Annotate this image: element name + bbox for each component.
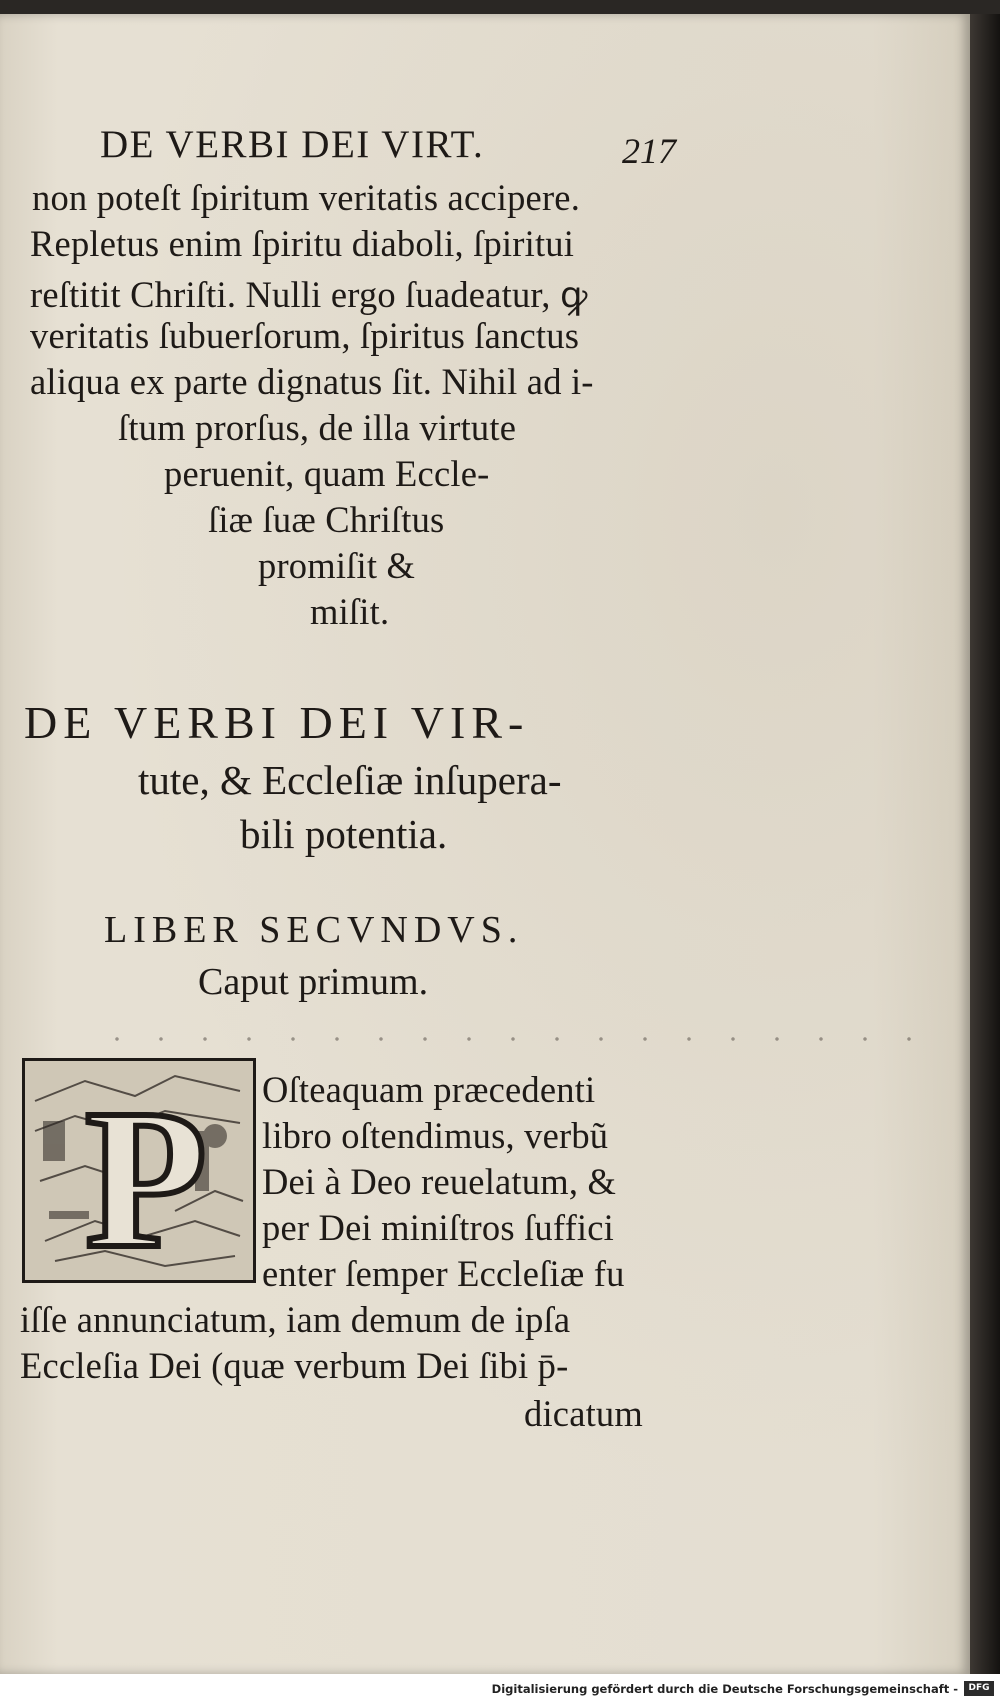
dotted-rule [95,1036,935,1042]
page-edge [970,14,1000,1674]
text-line: veritatis ſubuerſorum, ſpiritus ſanctus [30,315,580,356]
liber-heading: LIBER SECVNDVS. [104,909,524,951]
catchword: dicatum [524,1393,643,1434]
text-line: non poteſt ſpiritum veritatis accipere. [32,177,581,218]
page-number: 217 [622,131,676,171]
footer-credit: Digitalisierung gefördert durch die Deutsche Forschungsgemeinschaft - [491,1682,958,1696]
text-line: Repletus enim ſpiritu diaboli, ſpiritui [30,223,575,264]
footer-bar [0,1674,1000,1704]
book-title-line: tute, & Eccleſiæ inſupera- [138,757,562,803]
text-line: Oſteaquam præcedenti [262,1069,596,1110]
text-line: peruenit, quam Eccle- [164,453,490,494]
book-title-line: bili potentia. [240,811,448,857]
book-title-line: DE VERBI DEI VIR- [24,697,530,748]
text-line: promiſit & [258,545,416,586]
text-line: Eccleſia Dei (quæ verbum Dei ſibi p̄- [20,1345,569,1386]
dfg-logo-icon: DFG [964,1681,994,1696]
text-line: aliqua ex parte dignatus ſit. Nihil ad i- [30,361,594,402]
text-line: per Dei miniſtros ſuffici [262,1207,615,1248]
text-line: Dei à Deo reuelatum, & [262,1161,617,1202]
text-line: libro oſtendimus, verbũ [262,1115,609,1156]
text-line: iſſe annunciatum, iam demum de ipſa [20,1299,571,1340]
caput-heading: Caput primum. [198,961,429,1003]
text-line: ſtum prorſus, de illa virtute [118,407,517,448]
text-line: ſiæ ſuæ Chriſtus [208,499,445,540]
woodcut-initial-icon [25,1061,253,1280]
running-head: DE VERBI DEI VIRT. [100,123,485,166]
initial-letter-glyph: P [85,1069,208,1280]
decorated-initial [22,1058,256,1283]
text-line: reſtitit Chriſti. Nulli ergo ſuadeatur, ꝙ [30,274,588,315]
text-line: miſit. [310,591,390,632]
text-line: enter ſemper Eccleſiæ fu [262,1253,625,1294]
